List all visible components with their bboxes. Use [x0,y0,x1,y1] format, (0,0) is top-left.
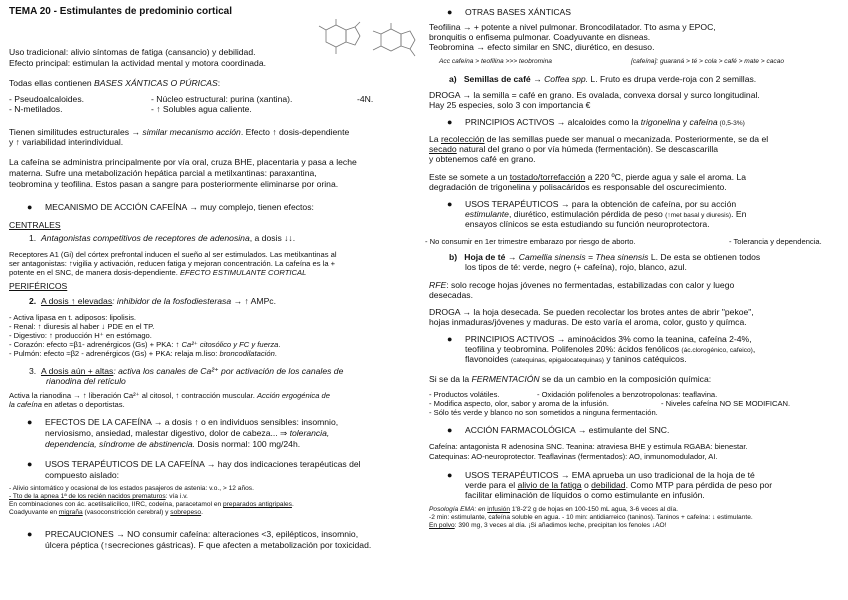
droga-te-2: hojas inmaduras/jóvenes y maduras. De esto varía el aroma, color, gusto y químca. [429,317,747,327]
text: infusión [487,506,511,513]
text: (vasoconstricción cerebral) y [82,509,171,516]
hoja-te [449,252,760,262]
efectos-2 [45,428,329,438]
usos-te-2 [465,480,772,490]
uso-coadyuvante: Coadyuvante en migraña (vasoconstricción cerebral) y sobrepeso. [9,509,203,516]
periferico-renal: - Renal: ↑ diuresis al haber ↓ PDE en el TP. [9,322,155,331]
otras-bases: OTRAS BASES XÁNTICAS [465,7,572,17]
text: : [217,78,221,88]
cafeina-p3: teobromina y teofilina. Estos pasan a sangre para posteriormente eliminarse por orina. [9,179,339,189]
perifericos-3b: rianodina del retículo [46,376,126,386]
text: . Como MTP para pérdida de peso por [625,480,773,490]
similitudes-2: y ↑ variabilidad interindividual. [9,137,124,147]
text: Tienen similitudes estructurales → [9,127,143,137]
efecto-principal: Efecto principal: estimulan la actividad mental y motora coordinada. [9,58,266,68]
xanthine-structure-icon [314,18,366,60]
principios-te-3 [465,354,687,366]
text: → Coffea spp. [530,74,589,84]
text: similar mecanismo acción [142,127,241,137]
tolerancia: - Tolerancia y dependencia. [729,237,822,246]
text: broncodilatación [219,349,275,358]
text: Dosis normal: 100 mg/24h. [195,439,301,449]
tipos-te: los tipos de té: verde, negro (+ cafeína), rojo, blanco, azul. [465,262,687,272]
uso-astenia: - Alivio sintomático y ocasional de los estados pasajeros de astenia: v.o., > 12 años. [9,485,254,492]
usos-cafe-1: USOS TERAPÉUTICOS → para la obtención de cafeína, por su acción [465,199,737,209]
text: (↑met basal y diuresis) [665,212,732,219]
text: PRINCIPIOS ACTIVOS → alcaloides como la [465,117,641,127]
text: : vía i.v. [165,493,188,500]
text: estimulante [465,209,509,219]
centrales-heading: CENTRALES [9,220,61,230]
concentracion-cafeina: [cafeína]: guaraná > té > cola > café > mate > cacao [631,58,785,65]
posologia-1 [429,506,678,514]
accion-farmacologica: ACCIÓN FARMACOLÓGICA → estimulante del SNC. [465,425,670,435]
text: verde para el [465,480,518,490]
text: . En [731,209,747,219]
efectos-3 [45,439,300,449]
caffeine-structure-icon [369,22,421,64]
text: a) [449,74,457,84]
text: de las semillas puede ser manual o mecanizada. Posteriormente, se da el [484,134,769,144]
usos-te-3: facilitar eliminación de líquidos o como estimulante en infusión. [465,490,705,500]
page-title: TEMA 20 - Estimulantes de predominio cortical [9,6,233,17]
text: (ác.clorogénico, cafeico) [681,347,753,354]
perifericos-3 [29,366,343,376]
text: (catequinas, epigalocatequinas) [510,357,604,364]
periferico-corazon: - Corazón: efecto ≈β1- adrenérgicos (Gs) + PKA: ↑ Ca²⁺ citosólico y FC y fuerza. [9,340,281,349]
bullet-icon: ● [447,425,453,435]
periferico-lipasa: - Activa lipasa en t. adiposos: lipolisis. [9,313,137,322]
text: Ca²⁺ citosólico y FC y fuerza [181,340,279,349]
text: Todas ellas contienen [9,78,95,88]
text: cafeína [689,117,718,127]
receptores-2: ser antagonistas: ↑vigilia y activación, reducen fatiga y mejoran concentración. La cafeína es la + [9,259,336,268]
text: : solo recoge hojas jóvenes no fermentadas, estabilizadas con calor y luego [446,280,735,290]
text: : activa los canales de Ca²⁺ por activación de los canales de [113,366,344,376]
accion-comparativa: Acc cafeína > teofilina >>> teobromina [439,58,552,65]
usos-cafeina-2: compuesto aislado: [45,470,120,480]
text: RFE [429,280,447,290]
text: en atletas o deportistas. [41,400,125,409]
text: la cafeína [9,400,42,409]
text: Acción ergogénica de [256,391,331,400]
posologia-2: -2 min: estimulante, cafeína soluble en agua. - 10 min: antidiarreico (taninos). Taninos + cafeína: ↓ estimulante. [429,514,753,521]
periferico-digestivo: - Digestivo: ↑ producción H⁺ en estómago. [9,331,152,340]
text: Posología EMA: en [429,506,488,513]
uso-apnea [9,493,188,501]
text: b) [449,252,458,262]
text: debilidad [591,480,626,490]
usos-te-1: USOS TERAPÉUTICOS → EMA aprueba un uso tradicional de la hoja de té [465,470,755,480]
text: dependencia, síndrome de abstinencia. [45,439,196,449]
semillas-cafe [449,74,756,84]
text: La [429,134,441,144]
text: sobrepeso [170,509,202,516]
no-consumir: - No consumir en 1er trimestre embarazo por riesgo de aborto. [425,237,636,246]
text: nerviosismo, ansiedad, malestar digestivo, dolor de cabeza... ⇒ [45,428,290,438]
bullet-icon: ● [27,459,33,469]
text: , [752,344,756,354]
ferm-aspecto: - Modifica aspecto, olor, sabor y aroma de la infusión. [429,399,609,408]
text: BASES XÁNTICAS O PÚRICAS [94,78,218,88]
text: - Pulmón: efecto ≈β2 - adrenérgicos (Gs) + PKA: relaja m.liso: [9,349,220,358]
text: Coadyuvante en [9,509,59,516]
teobromina: Teobromina → efecto similar en SNC, diurético, en desuso. [429,42,655,52]
text: alivio de la fatiga [517,480,582,490]
text: L. De esta se obtienen todos [648,252,761,262]
droga-cafe-1: DROGA → la semilla = café en grano. Es ovalada, convexa dorsal y surco longitudinal. [429,90,760,100]
text: Hoja de té [464,252,506,262]
bullet-icon: ● [447,7,453,17]
nucleo-estructural: - Núcleo estructural: purina (xantina). [151,94,293,104]
text: (0,5-3%) [717,120,745,127]
teofilina-1: Teofilina → + potente a nivel pulmonar. Broncodilatador. Tto asma y EPOC, [429,22,716,32]
text: En polvo [429,522,455,529]
text: → Camellia sinensis = Thea sinensis [505,252,649,262]
text: EFECTO ESTIMULANTE CORTICAL [179,268,307,277]
ferm-oxidacion: - Oxidación polifenoles a benzotropolonas: teaflavina. [537,390,718,399]
uso-combinaciones: En combinaciones con ác. acetilsalicílico, IIRC, codeína, paracetamol en preparados antigripales. [9,501,294,508]
rfe-2: desecadas. [429,290,473,300]
tostado-2: degradación de trigonelina y polisacáridos es responsable del oscurecimiento. [429,182,727,192]
principios-te-1: PRINCIPIOS ACTIVOS → aminoácidos 3% como la teanina, cafeína 2-4%, [465,334,752,344]
text: secado [429,144,457,154]
efectos-1: EFECTOS DE LA CAFEÍNA → a dosis ↑ o en individuos sensibles: insomnio, [45,417,339,427]
bullet-icon: ● [447,334,453,344]
bases-xanticas-line [9,78,220,88]
text: Semillas de café [463,74,531,84]
bullet-icon: ● [447,199,453,209]
cuatro-n: -4N. [357,94,374,104]
bullet-icon: ● [27,202,33,212]
text: flavonoides [465,354,511,364]
receptores-3 [9,268,306,277]
teofilina-2: bronquitis o enfisema pulmonar. Coadyuvante en disneas. [429,32,651,42]
bullet-icon: ● [447,117,453,127]
solubles: - ↑ Solubles agua caliente. [151,104,252,114]
text: - Tto de la apnea 1ª de los recién nacidos prematuros [9,493,166,500]
centrales-1 [29,233,295,243]
text: y [680,117,690,127]
text: potente en el SNC, de manera dosis-dependiente. [9,268,180,277]
text: . Efecto ↑ dosis-dependiente [240,127,350,137]
tostado-1 [429,172,746,182]
text: A dosis ↑ elevadas [40,296,113,306]
recoleccion-1 [429,134,768,144]
bullet-icon: ● [27,529,33,539]
ferm-verde-blanco: - Sólo tés verde y blanco no son sometidos a ninguna fermentación. [429,408,658,417]
rfe-1 [429,280,734,290]
droga-cafe-2: Hay 25 especies, solo 3 con importancia € [429,100,591,110]
rianodina-2 [9,400,125,409]
periferico-pulmon: - Pulmón: efecto ≈β2 - adrenérgicos (Gs) + PKA: relaja m.liso: broncodilatación. [9,349,277,358]
text: teofilina y teobromina. Polifenoles 20%: ácidos fenólicos [465,344,682,354]
usos-cafeina-1: USOS TERAPÉUTICOS DE LA CAFEÍNA → hay dos indicaciones terapéuticas del [45,459,361,469]
text: : 390 mg, 3 veces al día. ¡Si añadimos leche, precipitan los fenoles ↓AO! [454,522,667,529]
text: A dosis aún + altas [40,366,114,376]
n-metilados: - N-metilados. [9,104,63,114]
text: , a dosis ↓↓. [249,233,296,243]
text: tolerancia, [289,428,330,438]
af-catequinas: Catequinas: AO-neuroprotector. Teaflavinas (fermentados): AO, inmunomodulador, AI. [429,452,718,461]
text: Activa la rianodina → ↑ liberación Ca²⁺ al citosol, ↑ contracción muscular. [9,391,257,400]
text: , diurético, estimulación pérdida de peso [508,209,666,219]
posologia-3 [429,522,667,530]
text: natural del grano o por vía húmeda (fermentación). Se descascarilla [456,144,719,154]
text: 2. [29,296,37,306]
similitudes-1 [9,127,349,137]
pseudoalcaloides: - Pseudoalcaloides. [9,94,85,104]
precauciones-1: PRECAUCIONES → NO consumir cafeína: alteraciones <3, epilépticos, insomnio, [45,529,359,539]
fermentacion [429,374,711,384]
text: L. Fruto es drupa verde-roja con 2 semillas. [588,74,757,84]
text: → ↑ AMPc. [231,296,276,306]
usos-cafe-3: ensayos clínicos se esta estudiando su función neuroprotectora. [465,219,710,229]
text: 1. [29,233,37,243]
text: migraña [58,509,83,516]
rianodina-1 [9,391,330,400]
cafeina-p2: materna. Sufre una metabolización hepática parcial a metilxantinas: paraxantina, [9,168,317,178]
recoleccion-3: y obtenemos café en grano. [429,154,536,164]
text: : inhibidor de la fosfodiesterasa [112,296,232,306]
recoleccion-2 [429,144,718,154]
text: trigonelina [640,117,681,127]
cafeina-p1: La cafeína se administra principalmente por vía oral, cruza BHE, placentaria y pasa a leche [9,157,357,167]
text: preparados antigripales [223,501,292,508]
text: En combinaciones con ác. acetilsalicílico, IIRC, codeína, paracetamol en [9,501,224,508]
ferm-niveles: - Niveles cafeína NO SE MODIFICAN. [661,399,791,408]
receptores-1: Receptores A1 (Gi) del córtex prefrontal inducen el sueño al ser estimulados. Las metilxantinas al [9,250,337,259]
text: Antagonistas competitivos de receptores de adenosina [40,233,250,243]
text: a 220 ºC, pierde agua y sale el aroma. La [585,172,747,182]
principios-activos-cafe [465,117,745,129]
perifericos-2 [29,296,276,306]
text: - Corazón: efecto ≈β1- adrenérgicos (Gs) + PKA: ↑ [9,340,182,349]
uso-tradicional: Uso tradicional: alivio síntomas de fatiga (cansancio) y debilidad. [9,47,256,57]
bullet-icon: ● [447,470,453,480]
text: Este se somete a un [429,172,510,182]
text: y taninos catéquicos. [603,354,687,364]
text: 1'8-2'2 g de hojas en 100-150 mL agua, 3-6 veces al día. [510,506,678,513]
text: Si se da la [429,374,472,384]
ferm-volatiles: - Productos volátiles. [429,390,500,399]
text: se da un cambio en la composición química: [539,374,712,384]
text: recolección [440,134,485,144]
mecanismo-accion: MECANISMO DE ACCIÓN CAFEÍNA → muy complejo, tienen efectos: [45,202,314,212]
text: o [581,480,592,490]
bullet-icon: ● [27,417,33,427]
af-cafeina-teanina: Cafeína: antagonista R adenosina SNC. Teanina: atraviesa BHE y estimula RGABA: bienestar. [429,442,748,451]
text: tostado/torrefacción [509,172,586,182]
text: FERMENTACIÓN [471,374,540,384]
precauciones-2: úlcera péptica (↑secreciones gástricas). F que afecten a metabolización por toxicidad. [45,540,372,550]
droga-te-1: DROGA → la hoja desecada. Se pueden recolectar los brotes antes de abrir "pekoe", [429,307,754,317]
text: 3. [29,366,37,376]
perifericos-heading: PERIFÉRICOS [9,281,68,291]
